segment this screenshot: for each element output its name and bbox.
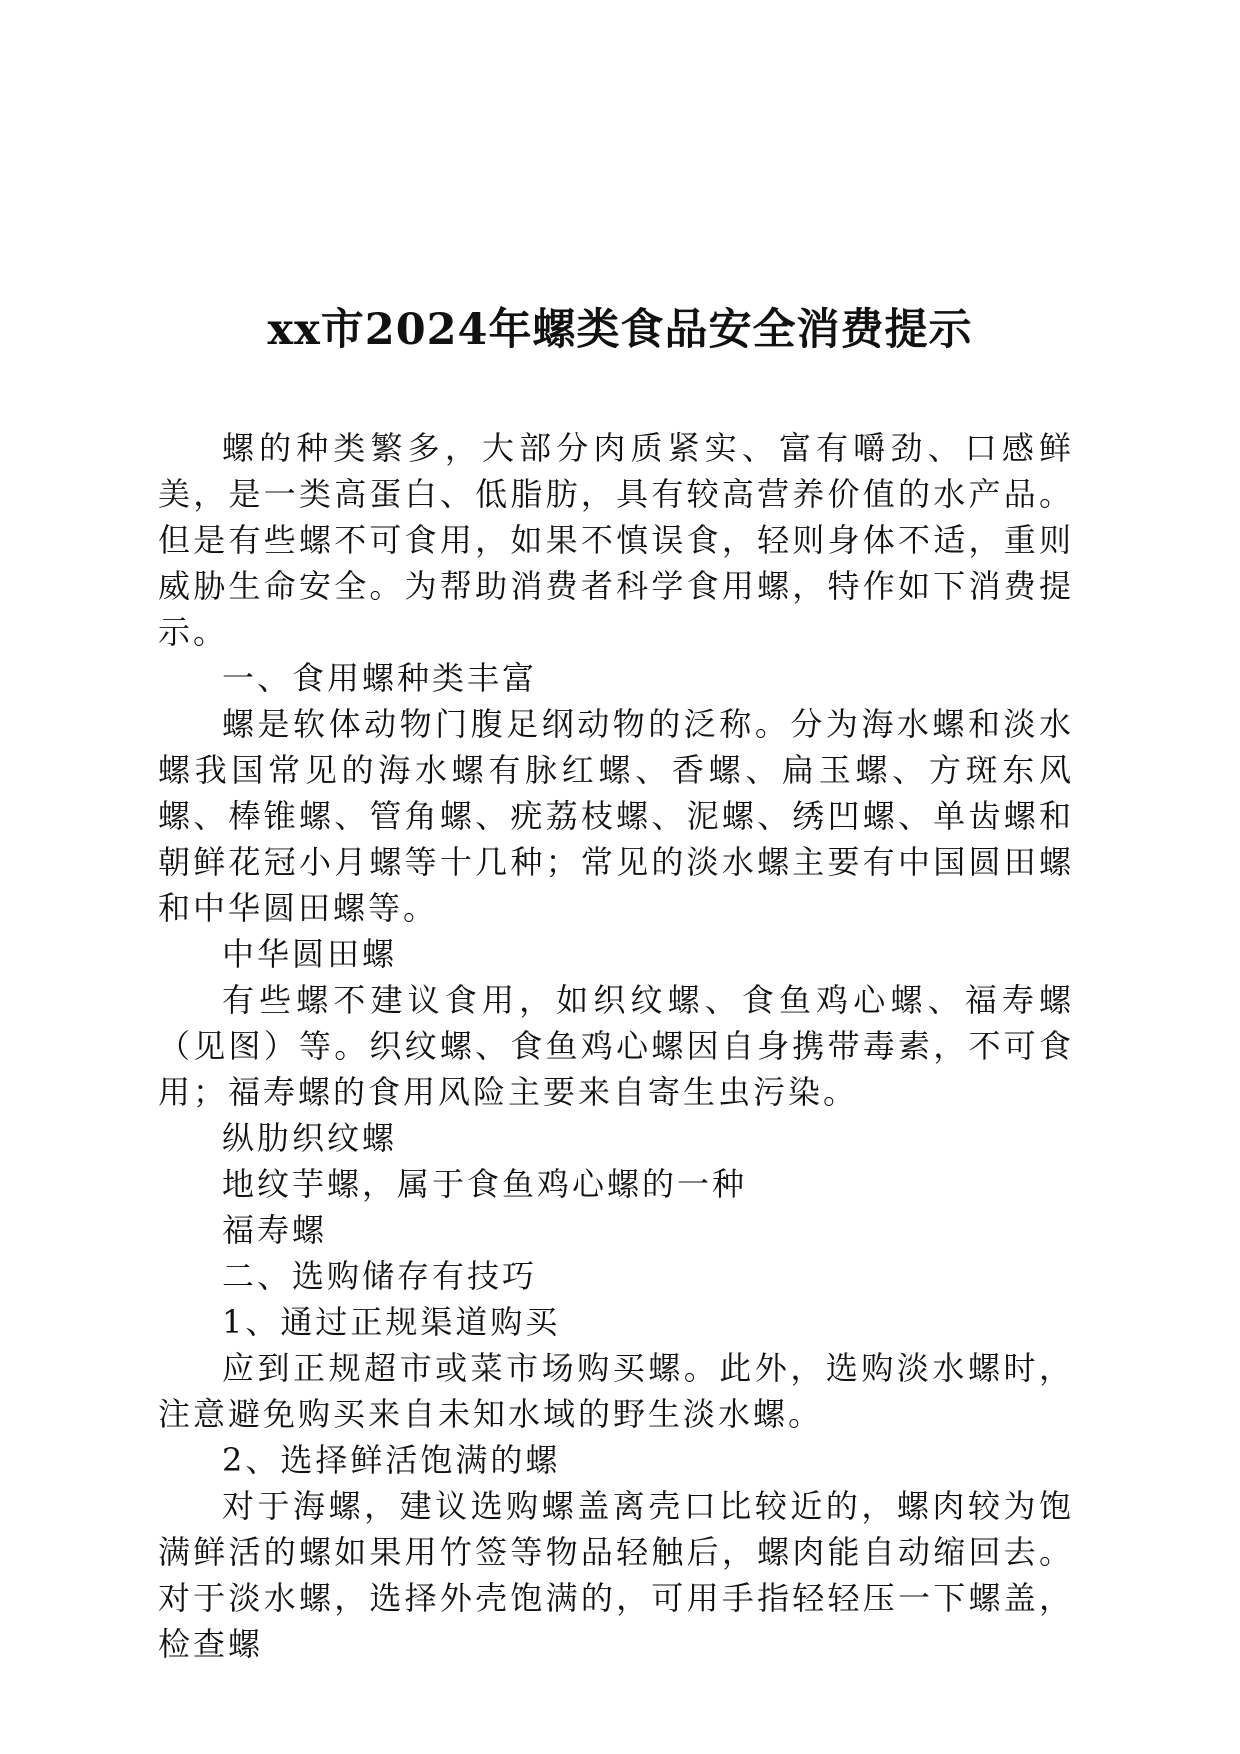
paragraph-intro: 螺的种类繁多，大部分肉质紧实、富有嚼劲、口感鲜美，是一类高蛋白、低脂肪，具有较高营养价值的水产品。但是有些螺不可食用，如果不慎误食，轻则身体不适，重则威胁生命安全。为帮助消费者科学食用螺，特作如下消费提示。 [158, 429, 1074, 651]
document-body [158, 425, 1074, 1667]
paragraph-choose-fresh: 对于海螺，建议选购螺盖离壳口比较近的，螺肉较为饱满鲜活的螺如果用竹签等物品轻触后，螺肉能自动缩回去。对于淡水螺，选择外壳饱满的，可用手指轻轻压一下螺盖，检查螺 [158, 1487, 1074, 1663]
image-caption-chinese-mystery-snail: 中华圆田螺 [222, 935, 398, 973]
section-heading-1: 一、食用螺种类丰富 [222, 659, 538, 697]
subheading-1: 1、通过正规渠道购买 [222, 1303, 561, 1341]
image-caption-cone-snail: 地纹芋螺，属于食鱼鸡心螺的一种 [222, 1165, 748, 1203]
subheading-2: 2、选择鲜活饱满的螺 [222, 1441, 561, 1479]
paragraph-snail-types: 螺是软体动物门腹足纲动物的泛称。分为海水螺和淡水螺我国常见的海水螺有脉红螺、香螺、扁玉螺、方斑东风螺、棒锥螺、管角螺、疣荔枝螺、泥螺、绣凹螺、单齿螺和朝鲜花冠小月螺等十几种；常见的淡水螺主要有中国圆田螺和中华圆田螺等。 [158, 705, 1074, 927]
image-caption-apple-snail: 福寿螺 [222, 1211, 328, 1249]
document-title: xx市2024年螺类食品安全消费提示 [267, 305, 973, 355]
paragraph-not-recommended: 有些螺不建议食用，如织纹螺、食鱼鸡心螺、福寿螺（见图）等。织纹螺、食鱼鸡心螺因自身携带毒素，不可食用；福寿螺的食用风险主要来自寄生虫污染。 [158, 981, 1074, 1111]
image-caption-nassarius: 纵肋织纹螺 [222, 1119, 398, 1157]
paragraph-purchase-channel: 应到正规超市或菜市场购买螺。此外，选购淡水螺时，注意避免购买来自未知水域的野生淡水螺。 [158, 1349, 1074, 1433]
section-heading-2: 二、选购储存有技巧 [222, 1257, 538, 1295]
